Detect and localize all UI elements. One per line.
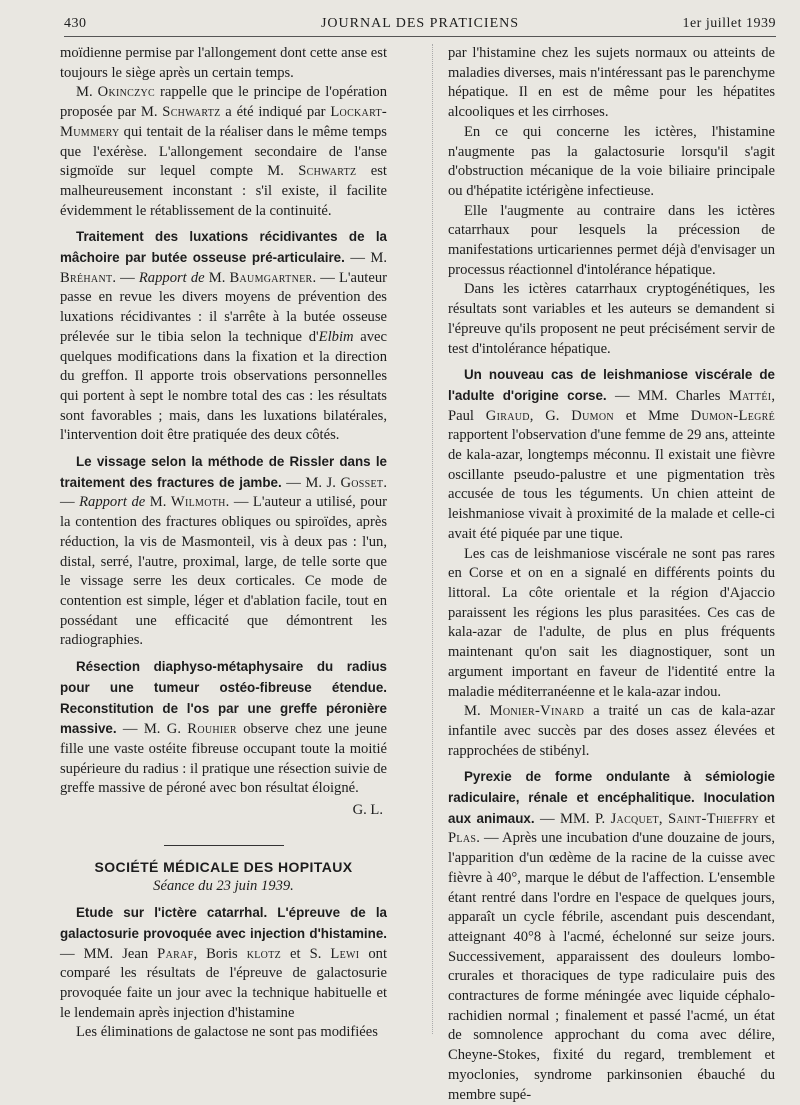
column-divider (432, 44, 433, 1034)
right-column (448, 44, 775, 1105)
left-column (60, 44, 387, 1043)
paragraph: M. Okinczyc rappelle que le principe de l'opération proposée par M. Schwartz a été indiqué par Lockart-Mummery qui tentait de la réaliser dans le même temps que l'exérèse. L'allongement secondaire de l'anse sigmoïde sur lequel compte M. Schwartz est malheureusement inconstant : s'il existe, il facilite évidemment le rétablissement de la continuité. (60, 84, 388, 219)
paragraph: Elle l'augmente au contraire dans les ictères catarrhaux pour lesquels la précession de manifestations urticariennes permet déjà d'envisager un processus réactionnel d'intolérance hépatique. (448, 202, 775, 278)
author-name: Monier-Vinard (489, 703, 585, 720)
author-name: Okinczyc (97, 84, 156, 101)
author-name: Schwartz (162, 104, 221, 121)
paragraph: Les éliminations de galactose ne sont pas modifiées (76, 1024, 378, 1041)
article-title: Le vissage selon la méthode de Rissler dans le traitement des fractures de jambe. (60, 454, 387, 490)
author-name: Baumgartner (229, 269, 313, 286)
article-entry: Le vissage selon la méthode de Rissler dans le traitement des fractures de jambe. — M. J. Gosset. — Rapport de M. Wilmoth. — L'auteur a utilisé, pour la contention des fractures obliques ou spiroïdes, après réduction, la vis de Masmonteil, vis à deux pas : l'un, distal, serré, l'autre, proximal, large, de telle sorte que le vissage serre les deux corticales. Ce mode de contention est simple, léger et d'ablation facile, tout en possédant une efficacité que démontrent les radiographies. (60, 454, 388, 649)
journal-title: JOURNAL DES PRATICIENS (320, 16, 520, 31)
author-name: Plas (448, 830, 477, 847)
author-name: Saint-Thieffry (667, 810, 760, 827)
paragraph: M. Monier-Vinard a traité un cas de kala-azar infantile avec succès par des doses assez élevées et rapprochées de stibényl. (448, 703, 775, 759)
author-name: Schwartz (298, 163, 357, 180)
author-name: Lewi (330, 945, 360, 962)
article-entry: Résection diaphyso-métaphysaire du radius pour une tumeur ostéo-fibreuse étendue. Reconstitution de l'os par une greffe péronière massive. — M. G. Rouhier observe chez une jeune fille une vaste ostéite fibreuse occupant toute la moitié supérieure du radius : il pratique une résection suivie de greffe massive de péroné avec bon résultat éloigné. (60, 659, 387, 797)
author-name: Dumon (571, 407, 614, 424)
paragraph: Les cas de leishmaniose viscérale ne sont pas rares en Corse et on en a signalé en différents points du littoral. La côte orientale et la région d'Ajaccio paraissent les régions les plus parasitées. Ces cas de kala-azar de l'adulte, de plus en plus fréquents maintenant qu'on sait les diagnostiquer, sont un argument important en faveur de l'identité entre la maladie méditerranéenne et le kala-azar indou. (448, 545, 775, 700)
section-rule (164, 845, 284, 846)
article-title: Etude sur l'ictère catarrhal. L'épreuve de la galactosurie provoquée avec injection d'histamine. (60, 905, 387, 941)
author-name: Gosset (340, 474, 384, 491)
paragraph: Dans les ictères catarrhaux cryptogénétiques, les résultats sont variables et les auteurs se demandent si l'épreuve qu'ils proposent ne peut précisément servir de test d'intolérance hépatique. (448, 281, 775, 357)
article-title: Un nouveau cas de leishmaniose viscérale de l'adulte d'origine corse. (448, 367, 775, 403)
article-entry: Pyrexie de forme ondulante à sémiologie radiculaire, rénale et encéphalitique. Inoculation aux animaux. — MM. P. Jacquet, Saint-Thieffry et Plas. — Après une incubation d'une douzaine de jours, l'apparition d'un œdème de la racine de la cuisse avec fièvre à 40°, marque le début de l'affection. L'ensemble étant rentré dans l'ordre en l'espace de quelques jours, apparaît un cycle fébrile, ascendant puis descendant, atteignant 40°8 à l'acmé, échelonné sur seize jours. Successivement, apparaissent des douleurs lombo-crurales et thoraciques de type radiculaire puis des contractures de forme méningée avec liquide céphalo-rachidien normal ; finalement et passé l'acmé, un état de somnolence approchant du coma avec délire, Cheyne-Stokes, fixité du regard, tremblement et myoclonies, syndrome parkinsonien ébauché du membre supé- (448, 769, 776, 1103)
page-number: 430 (64, 16, 87, 31)
author-name: Lockart-Mummery (60, 104, 388, 140)
author-name: Wilmoth (170, 494, 226, 511)
article-entry: Traitement des luxations récidivantes de la mâchoire par butée osseuse pré-articulaire. — M. Bréhant. — Rapport de M. Baumgartner. — L'auteur passe en revue les divers moyens de prévention des luxations récidivantes : il s'arrête à la butée osseuse prélevée sur le tibia selon la technique d'Elbim avec quelques modifications dans la fixation et la direction du greffon. Il apporte trois observations personnelles qui portent à sept le nombre total des cas : les résultats sont favorables ; mais, dans les luxations bilatérales, l'intervention doit être pratiquée des deux côtés. (60, 229, 387, 444)
paragraph: moïdienne permise par l'allongement dont cette anse est toujours le siège après un certain temps. (60, 45, 387, 81)
page-header (64, 12, 776, 37)
society-heading: SOCIÉTÉ MÉDICALE DES HOPITAUX (94, 858, 353, 875)
author-name: Dumon-Legré (690, 407, 776, 424)
article-title: Résection diaphyso-métaphysaire du radius pour une tumeur ostéo-fibreuse étendue. Reconstitution de l'os par une greffe péronière massive. (60, 659, 387, 737)
author-name: Mattéi (728, 387, 772, 404)
author-name: Jacquet (610, 810, 659, 827)
issue-date: 1er juillet 1939 (682, 16, 776, 31)
paragraph: En ce qui concerne les ictères, l'histamine n'augmente pas la galactosurie lorsqu'il s'agit d'obstruction mécanique de la voie biliaire principale ou d'hépatite ictérigène infectieuse. (448, 123, 775, 199)
author-name: Bréhant (60, 269, 113, 286)
session-date: Séance du 23 juin 1939. (153, 878, 294, 895)
author-name: Paraf (157, 945, 194, 962)
article-title: Traitement des luxations récidivantes de la mâchoire par butée osseuse pré-articulaire. (60, 229, 387, 266)
article-entry: Etude sur l'ictère catarrhal. L'épreuve de la galactosurie provoquée avec injection d'histamine. — MM. Jean Paraf, Boris klotz et S. Lewi ont comparé les résultats de l'épreuve de galactosurie provoquée faite un jour avec la technique habituelle et le lendemain après injection d'histamine (60, 905, 388, 1021)
article-entry: Un nouveau cas de leishmaniose viscérale de l'adulte d'origine corse. — MM. Charles Mattéi, Paul Giraud, G. Dumon et Mme Dumon-Legré rapportent l'observation d'une femme de 29 ans, atteinte de kala-azar, longtemps méconnu. Il existait une fièvre oscillante pseudo-palustre et une pigmentation très accusée de tous les téguments. Un chien atteint de leishmaniose vivait à proximité de la malade et celle-ci avait été piquée par une tique. (448, 367, 776, 542)
signature: G. L. (352, 802, 383, 819)
author-name: Giraud (485, 407, 530, 424)
author-name: Rouhier (187, 721, 237, 738)
paragraph: par l'histamine chez les sujets normaux ou atteints de maladies diverses, mais n'intéressant pas le parenchyme hépatique. Il en est de même pour les hépatites alcooliques et les cirrhoses. (448, 45, 775, 121)
article-title: Pyrexie de forme ondulante à sémiologie radiculaire, rénale et encéphalitique. Inoculation aux animaux. (448, 769, 775, 826)
author-name: klotz (246, 945, 282, 962)
